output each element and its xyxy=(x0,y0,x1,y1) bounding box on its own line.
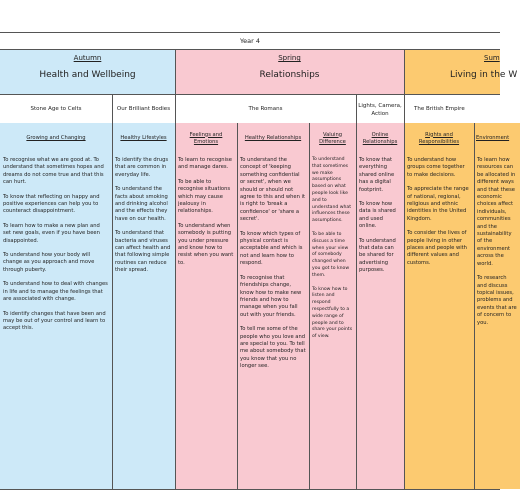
objective-text: To know how data is shared and used online. xyxy=(359,201,396,230)
unit-lights-camera-action: Lights, Camera, Action xyxy=(358,103,402,117)
column-heading: Healthy Lifestyles xyxy=(112,123,175,155)
unit-brilliant-bodies: Our Brilliant Bodies xyxy=(116,106,171,112)
objective-text: To understand that bacteria and viruses can affect health and that following simple routines can reduce their spread. xyxy=(115,230,171,274)
column-body xyxy=(0,155,112,489)
grid-line xyxy=(112,94,113,489)
column-heading: Environment xyxy=(474,123,520,155)
grid-line xyxy=(404,49,405,489)
column-body xyxy=(175,155,237,489)
column-heading: Feelings and Emotions xyxy=(175,123,237,155)
unit-british-empire: The British Empire xyxy=(414,106,465,112)
topic-relationships: Relationships xyxy=(175,66,404,94)
grid-line xyxy=(0,489,500,490)
objective-text: To learn how resources can be allocated in different ways and that these economic choices affect individuals, communities and the sustainability of the environment across the world. xyxy=(477,157,516,267)
column-body xyxy=(112,155,175,489)
objective-text: To tell me some of the people who you love and are special to you. To tell me about somebody that you know that you no longer see. xyxy=(240,326,306,370)
year-title: Year 4 xyxy=(240,37,260,45)
objective-text: To understand that sometimes we make assumptions based on what people look like and to understand what influences these assumptions. xyxy=(312,157,352,224)
term-summer: Sum xyxy=(404,50,500,66)
objective-text: To understand the concept of 'keeping something confidential or secret', when we should or should not agree to this and when it is right to 'break a confidence' or 'share a secret'. xyxy=(240,157,306,223)
column-heading: Growing and Changing xyxy=(0,123,112,155)
objective-text: To know that reflecting on happy and positive experiences can help you to counteract disappointment. xyxy=(3,193,100,215)
objective-text: To know which types of physical contact is acceptable and which is not and learn how to respond. xyxy=(240,230,303,267)
objective-text: To know how to listen and respond respectfully to a wide range of people and to share your points of view. xyxy=(312,286,353,340)
objective-text: To understand that data can be shared for advertising purposes. xyxy=(359,237,396,274)
column-heading: Valuing Difference xyxy=(309,123,356,155)
objective-text: To recognise what we are good at. To understand that sometimes hopes and dreams do not come true and that this can hurt. xyxy=(3,157,104,186)
objective-text: To understand how groups come together to make decisions. xyxy=(407,157,465,178)
objective-text: To understand when somebody is putting you under pressure and know how to resist when you want to. xyxy=(178,222,234,266)
column-heading: Online Relationships xyxy=(356,123,404,155)
objective-text: To research and discuss topical issues, problems and events that are of concern to you. xyxy=(477,275,517,326)
grid-line xyxy=(175,49,176,489)
topic-health-wellbeing: Health and Wellbeing xyxy=(0,66,175,94)
column-body xyxy=(309,155,356,489)
objective-text: To understand the facts about smoking and drinking alcohol and the effects they have on our health. xyxy=(115,186,168,222)
term-spring: Spring xyxy=(175,50,404,66)
column-body xyxy=(474,155,520,489)
objective-text: To recognise that friendships change, know how to make new friends and how to manage when you fall out with your friends. xyxy=(240,274,302,318)
unit-stone-age: Stone Age to Celts xyxy=(30,106,82,112)
column-body xyxy=(404,155,474,489)
term-autumn: Autumn xyxy=(0,50,175,66)
column-heading: Rights and Responsibilities xyxy=(404,123,474,155)
grid-line xyxy=(309,123,310,489)
unit-romans: The Romans xyxy=(248,106,283,112)
objective-text: To learn how to make a new plan and set new goals, even if you have been disappointed. xyxy=(3,222,100,244)
objective-text: To identify the drugs that are common in everyday life. xyxy=(115,157,169,178)
grid-line xyxy=(356,94,357,489)
grid-line xyxy=(474,123,475,489)
objective-text: To appreciate the range of national, regional, religious and ethnic identities in the United Kingdom. xyxy=(407,186,469,222)
column-body xyxy=(237,155,309,489)
grid-line xyxy=(237,123,238,489)
topic-living-in-the-world: Living in the W xyxy=(404,66,500,94)
objective-text: To understand how to deal with changes in life and to manage the feelings that are associated with change. xyxy=(3,281,108,303)
objective-text: To know that everything shared online has a digital footprint. xyxy=(359,157,395,193)
objective-text: To consider the lives of people living in other places and people with different values and customs. xyxy=(407,230,467,266)
objective-text: To identify changes that have been and may be out of your control and learn to accept this. xyxy=(3,310,106,332)
objective-text: To learn to recognise and manage dares. xyxy=(178,157,232,171)
column-body xyxy=(356,155,404,489)
objective-text: To be able to recognise situations which may cause jealousy in relationships. xyxy=(178,178,231,215)
objective-text: To understand how your body will change as you approach and move through puberty. xyxy=(3,252,95,273)
objective-text: To be able to discuss a time when your view of somebody changed when you got to know them. xyxy=(312,231,350,278)
column-heading: Healthy Relationships xyxy=(237,123,309,155)
